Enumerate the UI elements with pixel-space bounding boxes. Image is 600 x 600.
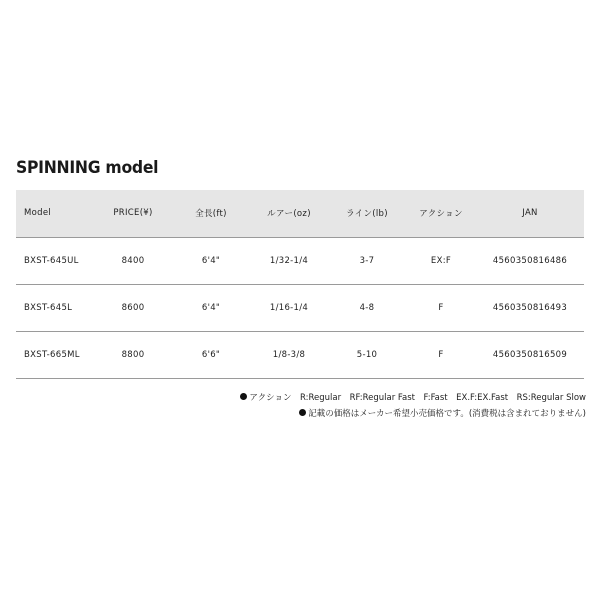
action-legend-note <box>240 390 586 406</box>
cell-price: 8400 <box>121 255 145 266</box>
cell-jan: 4560350816486 <box>492 255 568 266</box>
price-note-text: 記載の価格はメーカー希望小売価格です。(消費税は含まれておりません) <box>308 409 586 419</box>
cell-line: 3-7 <box>359 255 375 266</box>
spinning-spec-table <box>16 190 584 379</box>
bullet-icon <box>299 409 306 416</box>
table-row <box>16 331 584 378</box>
table-row <box>16 284 584 331</box>
cell-action: F <box>438 349 444 360</box>
cell-jan: 4560350816509 <box>492 349 568 360</box>
header-price: PRICE(¥) <box>113 208 153 219</box>
header-length: 全長(ft) <box>195 209 227 220</box>
header-model: Model <box>24 208 52 219</box>
header-line: ライン(lb) <box>346 209 388 220</box>
cell-length: 6'4" <box>201 302 221 313</box>
bullet-icon <box>240 393 247 400</box>
cell-action: F <box>438 302 444 313</box>
cell-price: 8600 <box>121 302 145 313</box>
cell-model: BXST-645UL <box>24 255 79 266</box>
table-header-row <box>16 190 584 237</box>
cell-action: EX:F <box>430 255 452 266</box>
cell-jan: 4560350816493 <box>492 302 568 313</box>
footnotes <box>240 390 586 422</box>
cell-model: BXST-645L <box>24 302 73 313</box>
cell-model: BXST-665ML <box>24 349 80 360</box>
header-lure: ルアー(oz) <box>267 209 311 220</box>
cell-lure: 1/32-1/4 <box>269 255 309 266</box>
cell-lure: 1/16-1/4 <box>269 302 309 313</box>
section-title: SPINNING model <box>16 158 159 178</box>
header-action: アクション <box>419 209 463 220</box>
cell-price: 8800 <box>121 349 145 360</box>
cell-line: 4-8 <box>359 302 375 313</box>
price-note <box>240 406 586 422</box>
cell-length: 6'6" <box>201 349 221 360</box>
table-row <box>16 237 584 284</box>
cell-line: 5-10 <box>356 349 378 360</box>
cell-length: 6'4" <box>201 255 221 266</box>
action-legend-text: アクション R:Regular RF:Regular Fast F:Fast EX.F:EX.Fast RS:Regular Slow <box>249 393 586 403</box>
header-jan: JAN <box>522 208 538 219</box>
cell-lure: 1/8-3/8 <box>272 349 306 360</box>
